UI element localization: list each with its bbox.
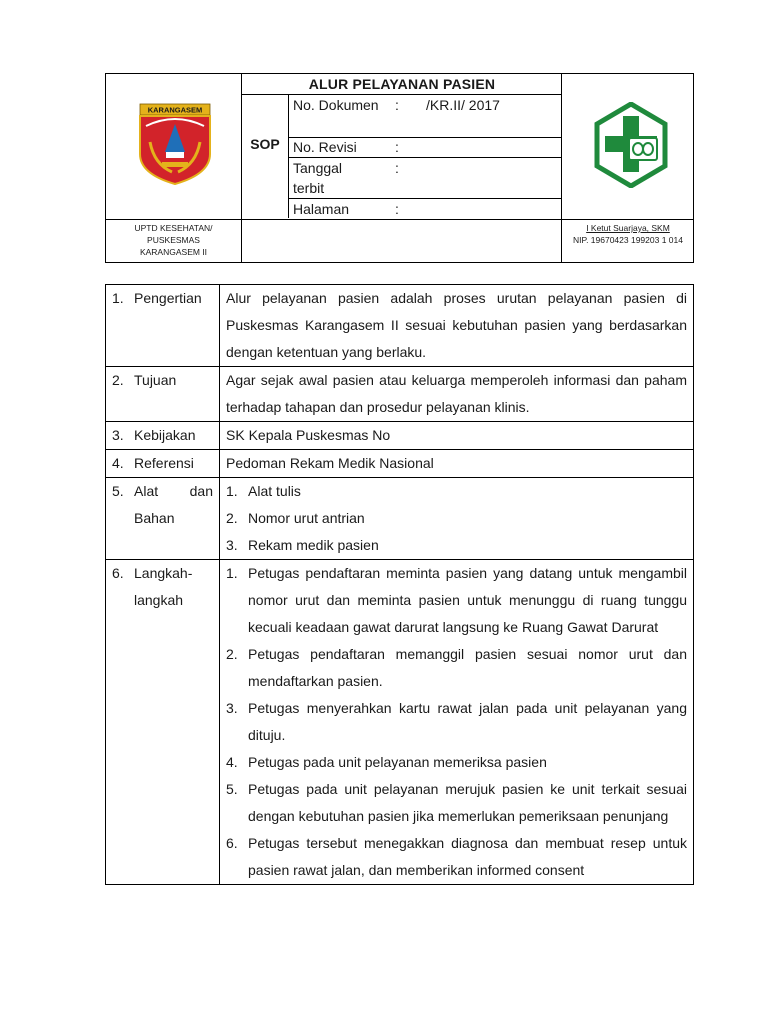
meta-value-no-dokumen: /KR.II/ 2017: [426, 97, 500, 113]
meta-colon: :: [395, 139, 399, 155]
row-label: 4. Referensi: [106, 450, 220, 478]
signer-name: I Ketut Suarjaya, SKM: [586, 223, 670, 233]
list-item: 2. Petugas pendaftaran memanggil pasien sesuai nomor urut dan mendaftarkan pasien.: [226, 646, 687, 689]
table-row: [106, 367, 694, 422]
table-row: [106, 422, 694, 450]
list-item: 5. Petugas pada unit pelayanan merujuk pasien ke unit terkait sesuai dengan kebutuhan pasien jika memerlukan pemeriksaan penunjang: [226, 781, 687, 824]
meta-label-tanggal-terbit: Tanggal terbit: [293, 160, 343, 196]
row-content: Agar sejak awal pasien atau keluarga memperoleh informasi dan paham terhadap tahapan dan prosedur pelayanan klinis.: [220, 367, 694, 422]
divider: [241, 74, 242, 262]
divider: [241, 94, 561, 95]
emblem-text: KARANGASEM: [147, 105, 203, 115]
list-item: 1. Alat tulis: [226, 483, 301, 499]
meta-colon: :: [395, 201, 399, 217]
signer-block: [562, 222, 694, 246]
row-label: 5. Alat dan Bahan: [106, 478, 220, 560]
list-item: 3. Rekam medik pasien: [226, 537, 379, 553]
sop-content-table: [105, 284, 694, 885]
signer-nip: NIP. 19670423 199203 1 014: [573, 235, 683, 245]
row-content: Alur pelayanan pasien adalah proses urutan pelayanan pasien di Puskesmas Karangasem II sesuai kebutuhan pasien yang berdasarkan dengan ketentuan yang berlaku.: [220, 285, 694, 367]
table-row: [106, 478, 694, 560]
row-content: [220, 560, 694, 885]
puskesmas-logo-icon: [593, 102, 669, 188]
row-content: Pedoman Rekam Medik Nasional: [220, 450, 694, 478]
org-line: UPTD KESEHATAN/: [134, 223, 213, 233]
list-item: 4. Petugas pada unit pelayanan memeriksa pasien: [226, 754, 547, 770]
meta-colon: :: [395, 97, 399, 113]
meta-label-no-dokumen: No. Dokumen: [293, 97, 379, 113]
org-line: KARANGASEM II: [139, 247, 208, 257]
row-label: 2. Tujuan: [106, 367, 220, 422]
sop-header: [105, 73, 694, 263]
org-line: PUSKESMAS: [147, 235, 200, 245]
list-item: 2. Nomor urut antrian: [226, 510, 365, 526]
row-content: SK Kepala Puskesmas No: [220, 422, 694, 450]
divider: [288, 94, 289, 218]
sop-label: SOP: [250, 136, 280, 152]
divider: [106, 219, 693, 220]
row-label: 6. Langkah- langkah: [106, 560, 220, 885]
list-item: 6. Petugas tersebut menegakkan diagnosa dan membuat resep untuk pasien rawat jalan, dan memberikan informed consent: [226, 835, 687, 878]
list-item: 1. Petugas pendaftaran meminta pasien yang datang untuk mengambil nomor urut dan meminta pasien untuk menunggu di ruang tunggu kecuali keadaan gawat darurat langsung ke Ruang Gawat Darurat: [226, 565, 687, 635]
document-title: ALUR PELAYANAN PASIEN: [308, 76, 496, 92]
organization-name: [106, 222, 241, 258]
meta-colon: :: [395, 160, 399, 176]
karangasem-emblem-icon: [136, 102, 214, 186]
list-item: 3. Petugas menyerahkan kartu rawat jalan pada unit pelayanan yang dituju.: [226, 700, 687, 743]
row-label: 1. Pengertian: [106, 285, 220, 367]
row-content: [220, 478, 694, 560]
table-row: [106, 450, 694, 478]
meta-label-halaman: Halaman: [293, 201, 350, 217]
table-row: [106, 285, 694, 367]
meta-label-no-revisi: No. Revisi: [293, 139, 357, 155]
table-row: [106, 560, 694, 885]
row-label: 3. Kebijakan: [106, 422, 220, 450]
